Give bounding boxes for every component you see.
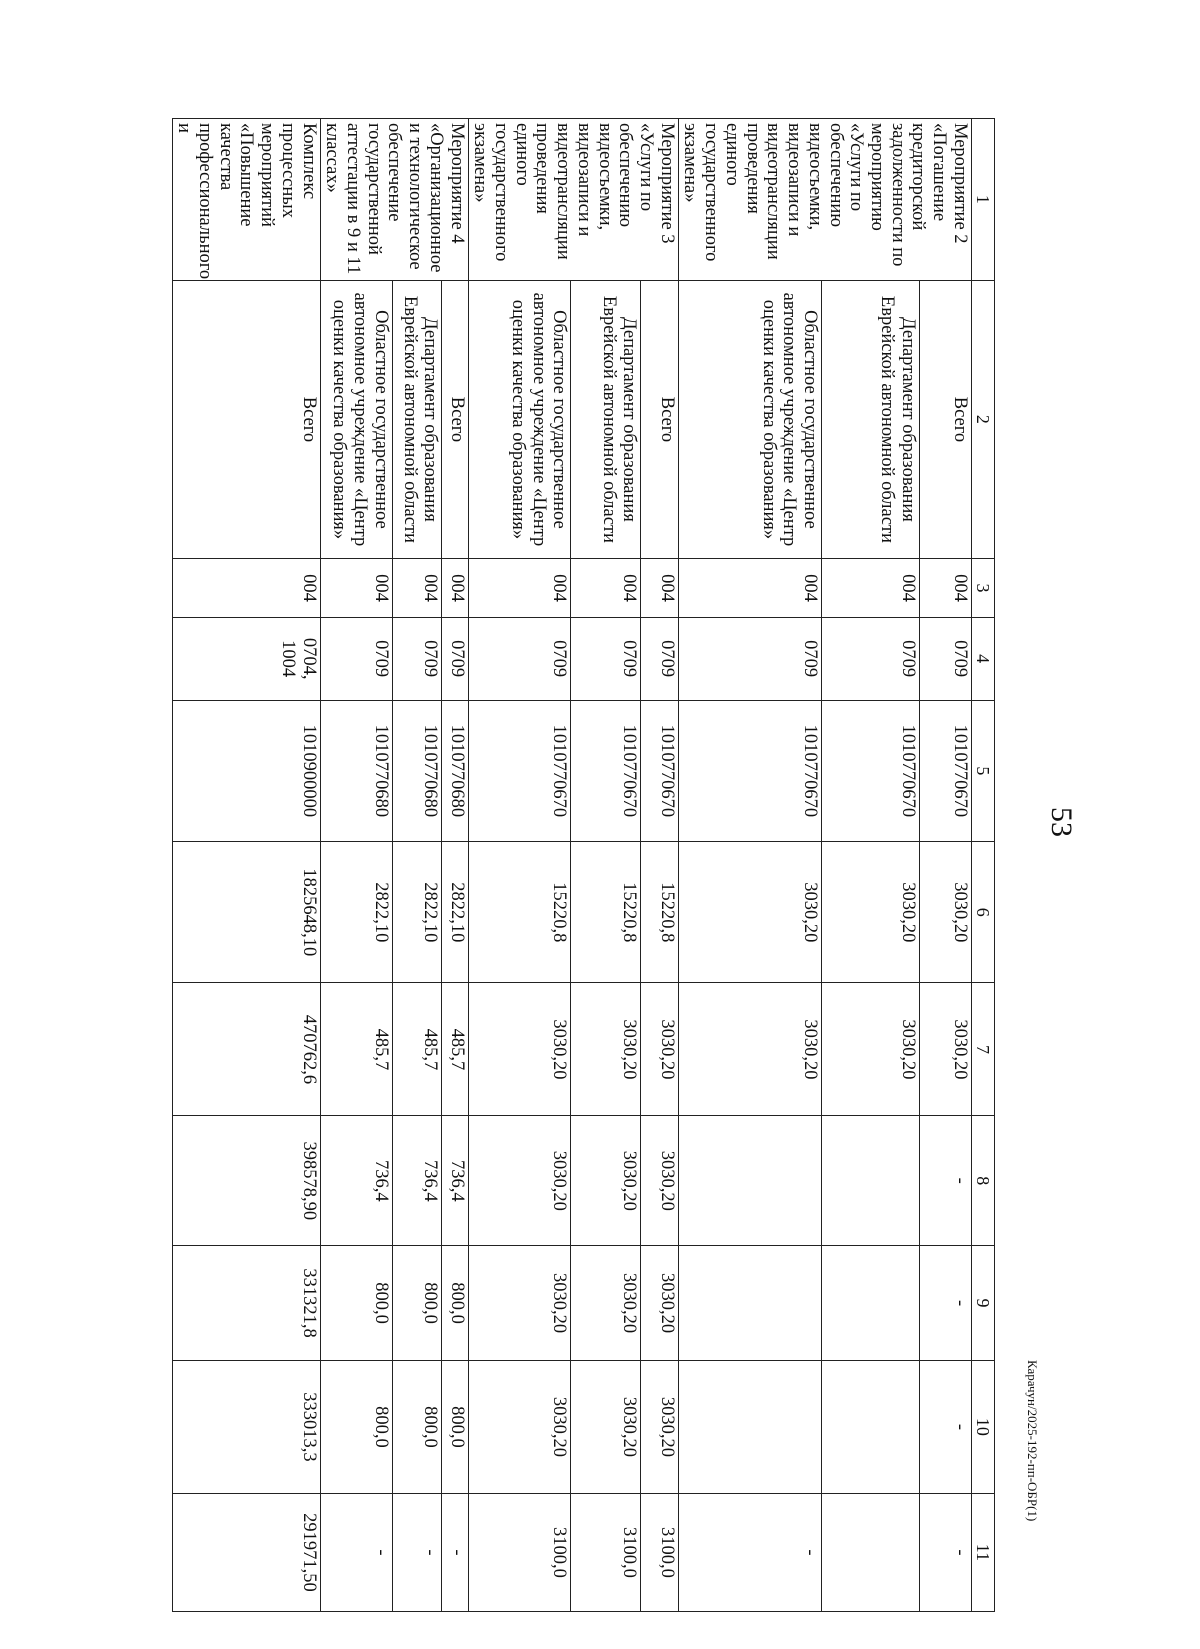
value-cell: 800,0 <box>442 1246 468 1361</box>
value-cell: 3100,0 <box>571 1493 641 1611</box>
value-cell: 398578,90 <box>172 1116 320 1246</box>
section-cell: 0704, 1004 <box>172 617 320 700</box>
value-cell: 15220,8 <box>571 842 641 983</box>
header-cell: 5 <box>971 700 994 841</box>
page-number: 53 <box>1045 807 1078 837</box>
value-cell: 1825648,10 <box>172 842 320 983</box>
value-cell: 15220,8 <box>468 842 571 983</box>
value-cell: 2822,10 <box>320 842 392 983</box>
activity-name-cell: Мероприятие 3 «Услуги по обеспечению видеосъемки, видеозаписи и видеотрансляции проведения единого государственного экзамена» <box>468 119 678 281</box>
value-cell: 3030,20 <box>641 983 678 1116</box>
executor-cell: Всего <box>172 280 320 559</box>
code-cell: 004 <box>641 559 678 617</box>
section-cell: 0709 <box>468 617 571 700</box>
table-row <box>919 119 971 1612</box>
target-cell: 1010770680 <box>442 700 468 841</box>
value-cell: 3030,20 <box>919 983 971 1116</box>
executor-cell: Департамент образования Еврейской автономной области <box>822 280 920 559</box>
value-cell: 485,7 <box>392 983 441 1116</box>
table-row <box>468 119 571 1612</box>
executor-cell: Департамент образования Еврейской автономной области <box>571 280 641 559</box>
code-cell: 004 <box>468 559 571 617</box>
section-cell: 0709 <box>678 617 821 700</box>
value-cell: 3030,20 <box>468 1116 571 1246</box>
value-cell: 800,0 <box>442 1360 468 1493</box>
value-cell: - <box>392 1493 441 1611</box>
value-cell: 2822,10 <box>392 842 441 983</box>
value-cell: - <box>320 1493 392 1611</box>
header-cell: 8 <box>971 1116 994 1246</box>
target-cell: 1010770670 <box>919 700 971 841</box>
header-cell: 3 <box>971 559 994 617</box>
code-cell: 004 <box>320 559 392 617</box>
value-cell: 485,7 <box>442 983 468 1116</box>
section-cell: 0709 <box>919 617 971 700</box>
value-cell: 800,0 <box>320 1360 392 1493</box>
table-row <box>442 119 468 1612</box>
value-cell: 3030,20 <box>678 842 821 983</box>
document-code: Карачун/2025-192-пп-ОБР(1) <box>1025 1360 1040 1522</box>
section-cell: 0709 <box>571 617 641 700</box>
value-cell <box>678 1246 821 1361</box>
value-cell <box>678 1360 821 1493</box>
header-cell: 2 <box>971 280 994 559</box>
section-cell: 0709 <box>641 617 678 700</box>
value-cell: - <box>919 1360 971 1493</box>
target-cell: 1010770670 <box>571 700 641 841</box>
table-row <box>172 119 320 1612</box>
target-cell: 1010770680 <box>320 700 392 841</box>
header-cell: 11 <box>971 1493 994 1611</box>
target-cell: 1010900000 <box>172 700 320 841</box>
executor-cell: Областное государственное автономное учреждение «Центр оценки качества образования» <box>468 280 571 559</box>
budget-table <box>172 118 995 1612</box>
value-cell: 800,0 <box>320 1246 392 1361</box>
target-cell: 1010770670 <box>641 700 678 841</box>
value-cell: 3030,20 <box>919 842 971 983</box>
code-cell: 004 <box>919 559 971 617</box>
header-cell: 7 <box>971 983 994 1116</box>
target-cell: 1010770670 <box>822 700 920 841</box>
value-cell: 736,4 <box>392 1116 441 1246</box>
value-cell <box>822 1246 920 1361</box>
code-cell: 004 <box>571 559 641 617</box>
value-cell: 3030,20 <box>822 983 920 1116</box>
table-row <box>641 119 678 1612</box>
table-row <box>320 119 392 1612</box>
header-cell: 4 <box>971 617 994 700</box>
activity-name-cell: Комплекс процессных мероприятий «Повышение качества профессионального и <box>172 119 320 281</box>
activity-name-cell: Мероприятие 2 «Погашение кредиторской задолженности по мероприятию «Услуги по обеспечению видеосъемки, видеозаписи и видеотрансляции проведения единого государственного экзамена» <box>678 119 971 281</box>
value-cell: 736,4 <box>320 1116 392 1246</box>
value-cell: 15220,8 <box>641 842 678 983</box>
value-cell: 800,0 <box>392 1360 441 1493</box>
value-cell: 736,4 <box>442 1116 468 1246</box>
table-row <box>571 119 641 1612</box>
activity-name-cell: Мероприятие 4 «Организационное и технологическое обеспечение государственной аттестации в 9 и 11 классах» <box>320 119 468 281</box>
executor-cell: Всего <box>442 280 468 559</box>
executor-cell: Областное государственное автономное учреждение «Центр оценки качества образования» <box>320 280 392 559</box>
value-cell: 2822,10 <box>442 842 468 983</box>
value-cell: 3100,0 <box>641 1493 678 1611</box>
code-cell: 004 <box>822 559 920 617</box>
section-cell: 0709 <box>442 617 468 700</box>
header-cell: 6 <box>971 842 994 983</box>
code-cell: 004 <box>442 559 468 617</box>
section-cell: 0709 <box>822 617 920 700</box>
value-cell: 3030,20 <box>822 842 920 983</box>
target-cell: 1010770670 <box>468 700 571 841</box>
value-cell: 3030,20 <box>641 1246 678 1361</box>
section-cell: 0709 <box>392 617 441 700</box>
target-cell: 1010770680 <box>392 700 441 841</box>
value-cell: 3030,20 <box>641 1360 678 1493</box>
value-cell: 3030,20 <box>571 1360 641 1493</box>
value-cell: 3030,20 <box>678 983 821 1116</box>
value-cell: 470762,6 <box>172 983 320 1116</box>
value-cell: 3030,20 <box>468 983 571 1116</box>
code-cell: 004 <box>172 559 320 617</box>
header-cell: 9 <box>971 1246 994 1361</box>
value-cell: - <box>442 1493 468 1611</box>
value-cell: - <box>919 1116 971 1246</box>
target-cell: 1010770670 <box>678 700 821 841</box>
value-cell: - <box>919 1246 971 1361</box>
header-cell: 1 <box>971 119 994 281</box>
value-cell <box>678 1116 821 1246</box>
executor-cell: Всего <box>641 280 678 559</box>
value-cell: 3100,0 <box>468 1493 571 1611</box>
executor-cell: Всего <box>919 280 971 559</box>
table-row <box>822 119 920 1612</box>
value-cell: 333013,3 <box>172 1360 320 1493</box>
value-cell: 291971,50 <box>172 1493 320 1611</box>
value-cell: 485,7 <box>320 983 392 1116</box>
value-cell: 3030,20 <box>571 1246 641 1361</box>
section-cell: 0709 <box>320 617 392 700</box>
value-cell: 800,0 <box>392 1246 441 1361</box>
value-cell: - <box>678 1493 821 1611</box>
header-row <box>971 119 994 1612</box>
value-cell: 3030,20 <box>468 1246 571 1361</box>
header-cell: 10 <box>971 1360 994 1493</box>
table-row <box>678 119 821 1612</box>
executor-cell: Областное государственное автономное учреждение «Центр оценки качества образования» <box>678 280 821 559</box>
code-cell: 004 <box>392 559 441 617</box>
value-cell: 331321,8 <box>172 1246 320 1361</box>
value-cell: 3030,20 <box>571 1116 641 1246</box>
executor-cell: Департамент образования Еврейской автономной области <box>392 280 441 559</box>
code-cell: 004 <box>678 559 821 617</box>
value-cell: 3030,20 <box>641 1116 678 1246</box>
value-cell: 3030,20 <box>571 983 641 1116</box>
table-row <box>392 119 441 1612</box>
rotated-table-container <box>95 118 995 1612</box>
value-cell: 3030,20 <box>468 1360 571 1493</box>
value-cell: - <box>919 1493 971 1611</box>
value-cell <box>822 1493 920 1611</box>
value-cell <box>822 1360 920 1493</box>
value-cell <box>822 1116 920 1246</box>
